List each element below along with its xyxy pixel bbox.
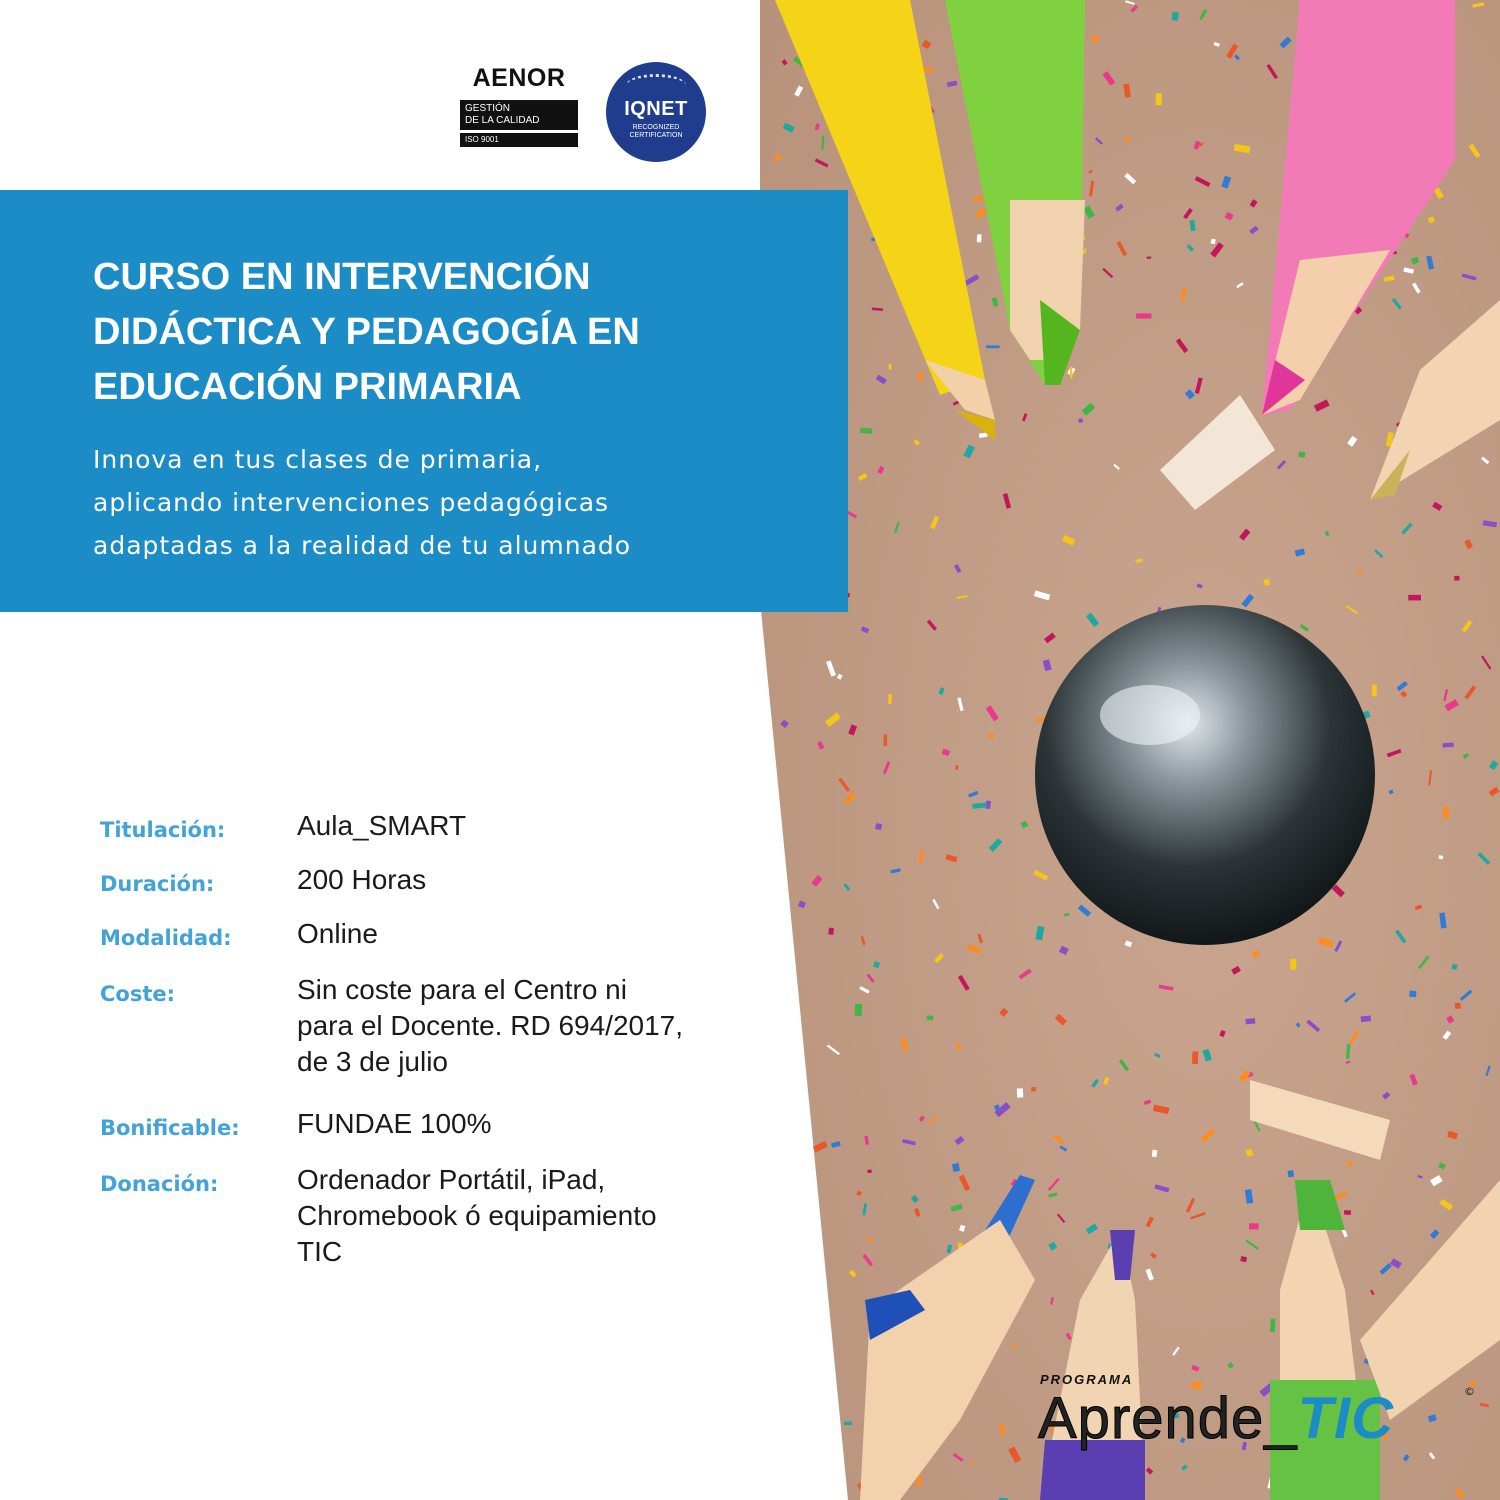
- detail-value: [297, 1106, 737, 1142]
- shaving: [1408, 595, 1421, 601]
- iqnet-line2: CERTIFICATION: [629, 132, 683, 139]
- shaving: [1152, 1150, 1158, 1157]
- detail-value: [297, 1162, 737, 1270]
- shaving: [1361, 1015, 1372, 1022]
- aenor-brand: AENOR: [472, 64, 566, 92]
- shaving: [860, 428, 872, 434]
- aprende-text: Aprende_: [1038, 1386, 1298, 1451]
- shaving: [1270, 1319, 1275, 1333]
- detail-value-line: de 3 de julio: [297, 1046, 449, 1077]
- shaving: [1017, 1088, 1024, 1097]
- shaving: [1298, 451, 1305, 457]
- detail-label: Modalidad:: [100, 926, 232, 950]
- shaving: [875, 823, 882, 830]
- shaving: [927, 1015, 934, 1020]
- shaving: [1454, 576, 1459, 581]
- shaving: [977, 234, 982, 242]
- shaving: [884, 734, 887, 746]
- copyright-icon: ©: [1464, 1385, 1475, 1398]
- shaving: [1443, 807, 1449, 819]
- shaving: [1290, 959, 1297, 970]
- detail-label: Donación:: [100, 1172, 219, 1196]
- course-title-line: DIDÁCTICA Y PEDAGOGÍA EN: [93, 311, 640, 353]
- shaving: [844, 1421, 852, 1425]
- shaving: [1358, 568, 1362, 573]
- detail-value-line: Ordenador Portátil, iPad,: [297, 1164, 606, 1195]
- shaving: [1455, 1003, 1461, 1009]
- iqnet-name: IQNET: [624, 98, 688, 120]
- course-subtitle-line: Innova en tus clases de primaria,: [93, 445, 543, 474]
- shaving: [1192, 1051, 1198, 1064]
- aenor-logo: [460, 64, 578, 160]
- course-title-line: CURSO EN INTERVENCIÓN: [93, 256, 591, 298]
- course-subtitle: [93, 438, 793, 567]
- detail-label: Duración:: [100, 872, 215, 896]
- shaving: [1070, 367, 1073, 378]
- shaving: [1031, 1087, 1036, 1092]
- detail-value-line: para el Docente. RD 694/2017,: [297, 1010, 684, 1041]
- shaving: [1409, 990, 1416, 997]
- detail-value-line: TIC: [297, 1236, 343, 1267]
- detail-value-line: Online: [297, 918, 378, 949]
- shaving: [1288, 1170, 1295, 1177]
- programa-label: PROGRAMA: [1040, 1372, 1134, 1387]
- shaving: [1156, 93, 1162, 105]
- shaving: [1372, 685, 1377, 697]
- shaving: [828, 928, 834, 935]
- detail-value-line: Aula_SMART: [297, 810, 467, 841]
- shaving: [867, 1170, 871, 1173]
- shaving: [986, 345, 999, 348]
- iqnet-logo: [606, 62, 706, 162]
- shaving: [889, 364, 892, 370]
- detail-value-line: 200 Horas: [297, 864, 427, 895]
- detail-value-line: Chromebook ó equipamiento: [297, 1200, 657, 1231]
- shaving: [1211, 239, 1216, 244]
- detail-label: Coste:: [100, 982, 176, 1006]
- course-subtitle-line: adaptadas a la realidad de tu alumnado: [93, 531, 632, 560]
- shaving: [888, 694, 892, 704]
- detail-value: [297, 972, 737, 1080]
- shaving: [969, 1462, 975, 1464]
- iqnet-dots-icon: [626, 74, 686, 97]
- aprende-tic-logo: [1038, 1384, 1394, 1454]
- shaving: [1000, 1423, 1005, 1435]
- course-subtitle-line: aplicando intervenciones pedagógicas: [93, 488, 610, 517]
- detail-label: Bonificable:: [100, 1116, 240, 1140]
- aenor-iso: ISO 9001: [460, 133, 578, 147]
- detail-label: Titulación:: [100, 818, 226, 842]
- aenor-line1: GESTIÓN: [465, 103, 511, 114]
- shaving: [1442, 742, 1453, 747]
- aenor-line2: DE LA CALIDAD: [465, 115, 540, 126]
- shaving: [1245, 1018, 1255, 1024]
- iqnet-subtitle: [606, 124, 706, 140]
- course-title-line: EDUCACIÓN PRIMARIA: [93, 366, 522, 408]
- shaving: [1172, 12, 1179, 21]
- shaving: [1147, 257, 1152, 259]
- shaving: [1136, 313, 1151, 318]
- detail-value: [297, 808, 737, 844]
- shaving: [1344, 1210, 1351, 1215]
- shaving: [1078, 418, 1083, 423]
- shaving: [1240, 1256, 1247, 1262]
- tic-text: TIC: [1297, 1386, 1394, 1451]
- course-title: [93, 250, 793, 415]
- aenor-quality-box: [460, 100, 578, 130]
- shaving: [1249, 1223, 1259, 1229]
- detail-value-line: Sin coste para el Centro ni: [297, 974, 627, 1005]
- shaving: [855, 1004, 862, 1016]
- detail-value: [297, 862, 737, 898]
- detail-value: [297, 916, 737, 952]
- detail-value-line: FUNDAE 100%: [297, 1108, 492, 1139]
- iqnet-line1: RECOGNIZED: [632, 124, 680, 131]
- shaving: [955, 765, 958, 770]
